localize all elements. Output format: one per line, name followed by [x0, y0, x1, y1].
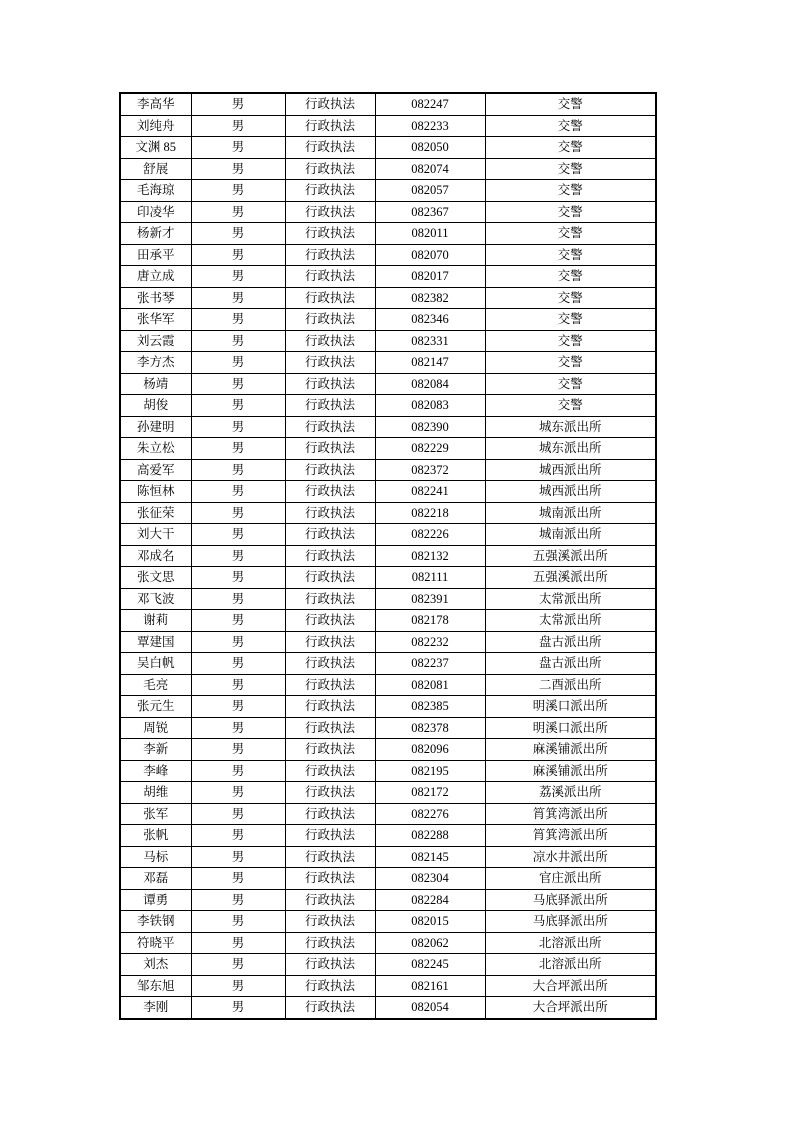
- table-row: [120, 416, 656, 438]
- cell-unit: 交警: [485, 352, 656, 374]
- cell-gender: 男: [191, 803, 285, 825]
- personnel-roster-table-body: [120, 93, 656, 1019]
- cell-gender: 男: [191, 115, 285, 137]
- cell-category: 行政执法: [285, 395, 375, 417]
- cell-unit: 盘古派出所: [485, 653, 656, 675]
- table-row: [120, 459, 656, 481]
- cell-category: 行政执法: [285, 653, 375, 675]
- cell-code: 082378: [375, 717, 485, 739]
- cell-name: 张帆: [120, 825, 191, 847]
- table-row: [120, 954, 656, 976]
- cell-gender: 男: [191, 395, 285, 417]
- cell-name: 李峰: [120, 760, 191, 782]
- cell-category: 行政执法: [285, 674, 375, 696]
- cell-category: 行政执法: [285, 115, 375, 137]
- cell-code: 082011: [375, 223, 485, 245]
- table-row: [120, 997, 656, 1019]
- cell-code: 082147: [375, 352, 485, 374]
- cell-category: 行政执法: [285, 201, 375, 223]
- cell-category: 行政执法: [285, 158, 375, 180]
- table-row: [120, 502, 656, 524]
- cell-unit: 交警: [485, 309, 656, 331]
- cell-unit: 交警: [485, 287, 656, 309]
- cell-code: 082172: [375, 782, 485, 804]
- cell-category: 行政执法: [285, 223, 375, 245]
- table-row: [120, 266, 656, 288]
- cell-name: 李刚: [120, 997, 191, 1019]
- cell-name: 刘大干: [120, 524, 191, 546]
- cell-gender: 男: [191, 975, 285, 997]
- cell-unit: 太常派出所: [485, 610, 656, 632]
- cell-code: 082233: [375, 115, 485, 137]
- cell-category: 行政执法: [285, 782, 375, 804]
- cell-code: 082081: [375, 674, 485, 696]
- cell-name: 李高华: [120, 93, 191, 115]
- cell-gender: 男: [191, 631, 285, 653]
- table-row: [120, 352, 656, 374]
- table-row: [120, 287, 656, 309]
- cell-name: 田承平: [120, 244, 191, 266]
- cell-name: 符晓平: [120, 932, 191, 954]
- cell-category: 行政执法: [285, 309, 375, 331]
- table-row: [120, 782, 656, 804]
- cell-gender: 男: [191, 997, 285, 1019]
- cell-unit: 交警: [485, 158, 656, 180]
- cell-category: 行政执法: [285, 631, 375, 653]
- cell-gender: 男: [191, 137, 285, 159]
- table-row: [120, 610, 656, 632]
- cell-gender: 男: [191, 309, 285, 331]
- cell-name: 邓成名: [120, 545, 191, 567]
- cell-unit: 马底驿派出所: [485, 911, 656, 933]
- cell-unit: 北溶派出所: [485, 932, 656, 954]
- cell-code: 082096: [375, 739, 485, 761]
- cell-code: 082247: [375, 93, 485, 115]
- cell-gender: 男: [191, 244, 285, 266]
- cell-name: 谭勇: [120, 889, 191, 911]
- cell-unit: 凉水井派出所: [485, 846, 656, 868]
- cell-unit: 城西派出所: [485, 481, 656, 503]
- table-row: [120, 244, 656, 266]
- cell-category: 行政执法: [285, 911, 375, 933]
- cell-gender: 男: [191, 287, 285, 309]
- cell-gender: 男: [191, 846, 285, 868]
- cell-code: 082017: [375, 266, 485, 288]
- cell-gender: 男: [191, 911, 285, 933]
- table-row: [120, 975, 656, 997]
- cell-unit: 交警: [485, 266, 656, 288]
- table-row: [120, 932, 656, 954]
- cell-gender: 男: [191, 266, 285, 288]
- cell-category: 行政执法: [285, 889, 375, 911]
- table-row: [120, 717, 656, 739]
- cell-unit: 盘古派出所: [485, 631, 656, 653]
- cell-category: 行政执法: [285, 825, 375, 847]
- cell-name: 杨新才: [120, 223, 191, 245]
- table-row: [120, 911, 656, 933]
- table-row: [120, 438, 656, 460]
- cell-category: 行政执法: [285, 760, 375, 782]
- cell-code: 082084: [375, 373, 485, 395]
- cell-unit: 筲箕湾派出所: [485, 803, 656, 825]
- cell-name: 张文思: [120, 567, 191, 589]
- cell-unit: 交警: [485, 115, 656, 137]
- cell-unit: 交警: [485, 223, 656, 245]
- cell-unit: 交警: [485, 244, 656, 266]
- personnel-roster-table: [119, 92, 657, 1020]
- cell-unit: 明溪口派出所: [485, 696, 656, 718]
- cell-name: 高爱军: [120, 459, 191, 481]
- table-row: [120, 524, 656, 546]
- cell-category: 行政执法: [285, 803, 375, 825]
- table-row: [120, 180, 656, 202]
- cell-category: 行政执法: [285, 545, 375, 567]
- cell-category: 行政执法: [285, 932, 375, 954]
- cell-gender: 男: [191, 223, 285, 245]
- cell-unit: 城西派出所: [485, 459, 656, 481]
- cell-name: 邹东旭: [120, 975, 191, 997]
- cell-unit: 五强溪派出所: [485, 567, 656, 589]
- table-row: [120, 631, 656, 653]
- cell-name: 毛亮: [120, 674, 191, 696]
- cell-name: 陈恒林: [120, 481, 191, 503]
- cell-unit: 大合坪派出所: [485, 997, 656, 1019]
- cell-unit: 城东派出所: [485, 416, 656, 438]
- cell-category: 行政执法: [285, 416, 375, 438]
- cell-category: 行政执法: [285, 588, 375, 610]
- cell-code: 082288: [375, 825, 485, 847]
- cell-category: 行政执法: [285, 352, 375, 374]
- cell-category: 行政执法: [285, 567, 375, 589]
- cell-category: 行政执法: [285, 481, 375, 503]
- cell-name: 刘云霞: [120, 330, 191, 352]
- cell-name: 刘杰: [120, 954, 191, 976]
- cell-name: 张华军: [120, 309, 191, 331]
- cell-name: 覃建国: [120, 631, 191, 653]
- table-row: [120, 567, 656, 589]
- cell-code: 082276: [375, 803, 485, 825]
- cell-gender: 男: [191, 180, 285, 202]
- table-row: [120, 653, 656, 675]
- cell-unit: 城南派出所: [485, 524, 656, 546]
- table-row: [120, 115, 656, 137]
- cell-code: 082391: [375, 588, 485, 610]
- cell-code: 082145: [375, 846, 485, 868]
- cell-gender: 男: [191, 502, 285, 524]
- table-row: [120, 330, 656, 352]
- cell-unit: 太常派出所: [485, 588, 656, 610]
- cell-name: 胡俊: [120, 395, 191, 417]
- table-row: [120, 373, 656, 395]
- cell-unit: 交警: [485, 395, 656, 417]
- cell-gender: 男: [191, 201, 285, 223]
- cell-category: 行政执法: [285, 93, 375, 115]
- cell-gender: 男: [191, 330, 285, 352]
- cell-name: 孙建明: [120, 416, 191, 438]
- cell-code: 082346: [375, 309, 485, 331]
- table-row: [120, 825, 656, 847]
- cell-code: 082074: [375, 158, 485, 180]
- cell-code: 082372: [375, 459, 485, 481]
- cell-name: 朱立松: [120, 438, 191, 460]
- cell-code: 082062: [375, 932, 485, 954]
- cell-gender: 男: [191, 889, 285, 911]
- cell-name: 唐立成: [120, 266, 191, 288]
- cell-category: 行政执法: [285, 137, 375, 159]
- cell-name: 邓磊: [120, 868, 191, 890]
- cell-category: 行政执法: [285, 610, 375, 632]
- cell-name: 舒展: [120, 158, 191, 180]
- cell-unit: 二酉派出所: [485, 674, 656, 696]
- table-row: [120, 201, 656, 223]
- cell-unit: 交警: [485, 373, 656, 395]
- cell-category: 行政执法: [285, 244, 375, 266]
- table-row: [120, 395, 656, 417]
- cell-unit: 交警: [485, 330, 656, 352]
- cell-category: 行政执法: [285, 502, 375, 524]
- cell-category: 行政执法: [285, 373, 375, 395]
- cell-category: 行政执法: [285, 868, 375, 890]
- cell-category: 行政执法: [285, 975, 375, 997]
- cell-gender: 男: [191, 954, 285, 976]
- cell-gender: 男: [191, 93, 285, 115]
- cell-category: 行政执法: [285, 846, 375, 868]
- cell-unit: 交警: [485, 201, 656, 223]
- cell-gender: 男: [191, 373, 285, 395]
- table-row: [120, 158, 656, 180]
- cell-unit: 交警: [485, 93, 656, 115]
- cell-code: 082015: [375, 911, 485, 933]
- cell-category: 行政执法: [285, 330, 375, 352]
- cell-gender: 男: [191, 825, 285, 847]
- cell-category: 行政执法: [285, 954, 375, 976]
- cell-code: 082178: [375, 610, 485, 632]
- cell-code: 082284: [375, 889, 485, 911]
- cell-name: 周锐: [120, 717, 191, 739]
- cell-gender: 男: [191, 352, 285, 374]
- cell-gender: 男: [191, 438, 285, 460]
- cell-code: 082226: [375, 524, 485, 546]
- cell-name: 吴白帆: [120, 653, 191, 675]
- cell-gender: 男: [191, 481, 285, 503]
- cell-code: 082050: [375, 137, 485, 159]
- cell-unit: 大合坪派出所: [485, 975, 656, 997]
- cell-code: 082304: [375, 868, 485, 890]
- cell-code: 082245: [375, 954, 485, 976]
- cell-category: 行政执法: [285, 717, 375, 739]
- cell-unit: 城东派出所: [485, 438, 656, 460]
- table-row: [120, 674, 656, 696]
- table-row: [120, 137, 656, 159]
- cell-name: 马标: [120, 846, 191, 868]
- cell-gender: 男: [191, 524, 285, 546]
- cell-category: 行政执法: [285, 696, 375, 718]
- table-row: [120, 545, 656, 567]
- table-row: [120, 760, 656, 782]
- cell-gender: 男: [191, 588, 285, 610]
- cell-gender: 男: [191, 696, 285, 718]
- cell-gender: 男: [191, 932, 285, 954]
- table-row: [120, 309, 656, 331]
- cell-category: 行政执法: [285, 438, 375, 460]
- cell-code: 082241: [375, 481, 485, 503]
- cell-name: 毛海琼: [120, 180, 191, 202]
- cell-gender: 男: [191, 459, 285, 481]
- cell-unit: 北溶派出所: [485, 954, 656, 976]
- cell-gender: 男: [191, 717, 285, 739]
- cell-unit: 交警: [485, 180, 656, 202]
- cell-code: 082367: [375, 201, 485, 223]
- cell-name: 张军: [120, 803, 191, 825]
- cell-code: 082218: [375, 502, 485, 524]
- cell-gender: 男: [191, 653, 285, 675]
- cell-code: 082161: [375, 975, 485, 997]
- cell-gender: 男: [191, 545, 285, 567]
- cell-code: 082132: [375, 545, 485, 567]
- cell-unit: 城南派出所: [485, 502, 656, 524]
- cell-code: 082232: [375, 631, 485, 653]
- cell-unit: 明溪口派出所: [485, 717, 656, 739]
- cell-gender: 男: [191, 739, 285, 761]
- cell-code: 082385: [375, 696, 485, 718]
- cell-gender: 男: [191, 416, 285, 438]
- table-row: [120, 889, 656, 911]
- table-row: [120, 739, 656, 761]
- table-row: [120, 93, 656, 115]
- cell-gender: 男: [191, 567, 285, 589]
- cell-name: 张元生: [120, 696, 191, 718]
- cell-code: 082382: [375, 287, 485, 309]
- cell-code: 082229: [375, 438, 485, 460]
- cell-code: 082057: [375, 180, 485, 202]
- cell-gender: 男: [191, 782, 285, 804]
- cell-name: 李铁钢: [120, 911, 191, 933]
- cell-name: 张征荣: [120, 502, 191, 524]
- cell-name: 文渊 85: [120, 137, 191, 159]
- cell-unit: 筲箕湾派出所: [485, 825, 656, 847]
- cell-name: 邓飞波: [120, 588, 191, 610]
- table-row: [120, 803, 656, 825]
- cell-unit: 麻溪铺派出所: [485, 760, 656, 782]
- cell-name: 刘纯舟: [120, 115, 191, 137]
- cell-code: 082070: [375, 244, 485, 266]
- cell-name: 李方杰: [120, 352, 191, 374]
- cell-code: 082111: [375, 567, 485, 589]
- cell-name: 谢莉: [120, 610, 191, 632]
- table-row: [120, 868, 656, 890]
- cell-code: 082083: [375, 395, 485, 417]
- cell-code: 082390: [375, 416, 485, 438]
- table-row: [120, 588, 656, 610]
- cell-code: 082195: [375, 760, 485, 782]
- table-row: [120, 696, 656, 718]
- cell-category: 行政执法: [285, 739, 375, 761]
- cell-category: 行政执法: [285, 180, 375, 202]
- cell-name: 张书琴: [120, 287, 191, 309]
- cell-gender: 男: [191, 674, 285, 696]
- cell-category: 行政执法: [285, 997, 375, 1019]
- cell-unit: 马底驿派出所: [485, 889, 656, 911]
- cell-name: 印凌华: [120, 201, 191, 223]
- cell-category: 行政执法: [285, 524, 375, 546]
- cell-gender: 男: [191, 868, 285, 890]
- cell-name: 杨靖: [120, 373, 191, 395]
- table-row: [120, 846, 656, 868]
- cell-unit: 荔溪派出所: [485, 782, 656, 804]
- cell-category: 行政执法: [285, 459, 375, 481]
- cell-code: 082054: [375, 997, 485, 1019]
- table-row: [120, 223, 656, 245]
- cell-code: 082331: [375, 330, 485, 352]
- cell-category: 行政执法: [285, 266, 375, 288]
- cell-name: 胡维: [120, 782, 191, 804]
- cell-unit: 交警: [485, 137, 656, 159]
- cell-gender: 男: [191, 610, 285, 632]
- cell-code: 082237: [375, 653, 485, 675]
- cell-category: 行政执法: [285, 287, 375, 309]
- cell-gender: 男: [191, 158, 285, 180]
- cell-name: 李新: [120, 739, 191, 761]
- cell-unit: 官庄派出所: [485, 868, 656, 890]
- table-row: [120, 481, 656, 503]
- cell-unit: 五强溪派出所: [485, 545, 656, 567]
- cell-gender: 男: [191, 760, 285, 782]
- cell-unit: 麻溪铺派出所: [485, 739, 656, 761]
